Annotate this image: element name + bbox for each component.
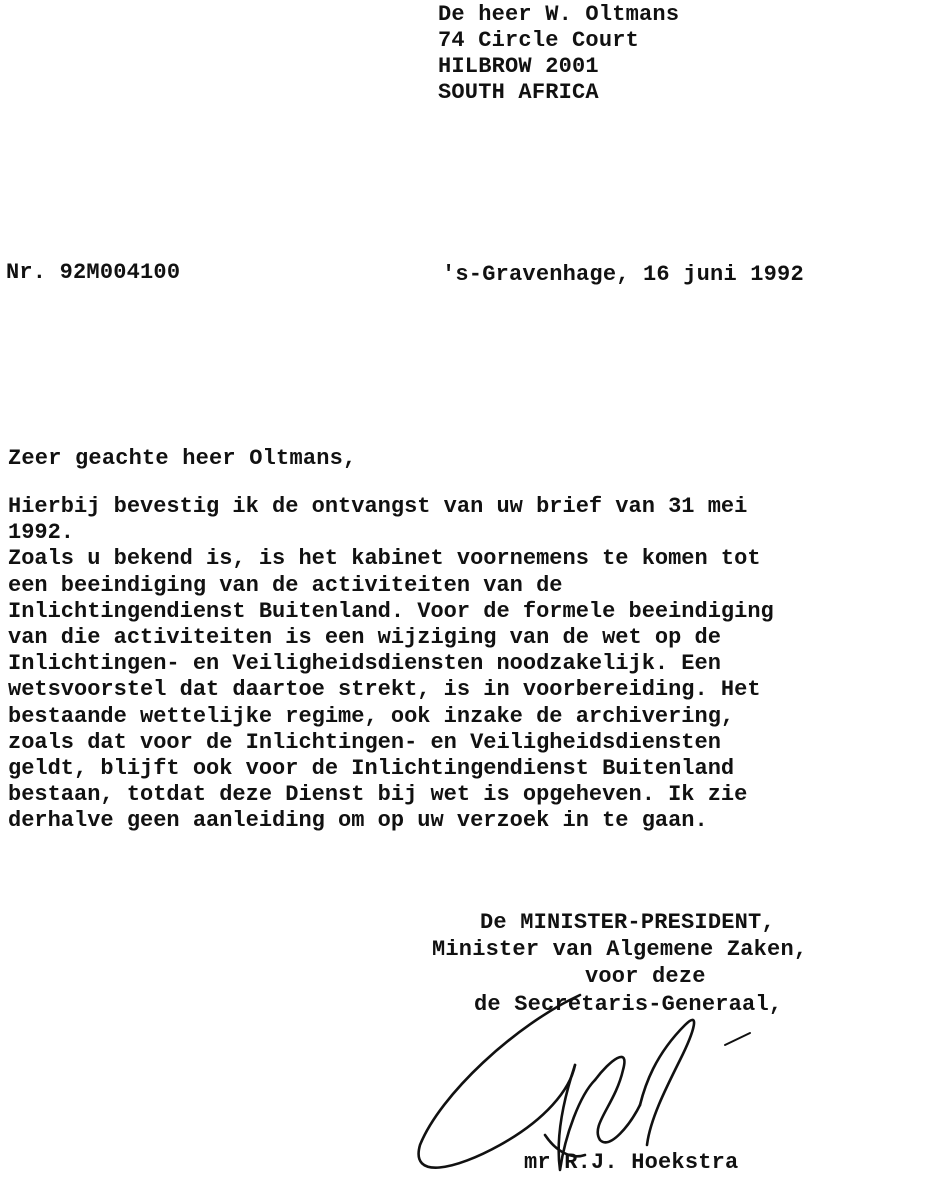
body-line: Zoals u bekend is, is het kabinet voornemens te komen tot (8, 546, 761, 572)
reference-number: Nr. 92M004100 (6, 260, 181, 285)
place-date: 's-Gravenhage, 16 juni 1992 (442, 262, 804, 287)
recipient-city: HILBROW 2001 (438, 54, 599, 79)
signatory-name: mr R.J. Hoekstra (524, 1150, 739, 1175)
body-line: Hierbij bevestig ik de ontvangst van uw brief van 31 mei (8, 494, 748, 519)
signature-secretary: de Secretaris-Generaal, (474, 992, 783, 1017)
body-line: Inlichtingen- en Veiligheidsdiensten noodzakelijk. Een (8, 651, 721, 677)
body-line: Inlichtingendienst Buitenland. Voor de formele beeindiging (8, 598, 774, 624)
body-line: geldt, blijft ook voor de Inlichtingendienst Buitenland (8, 756, 735, 782)
body-line: bestaande wettelijke regime, ook inzake de archivering, (8, 703, 735, 729)
signature-on-behalf: voor deze (585, 964, 706, 989)
body-line: wetsvoorstel dat daartoe strekt, is in voorbereiding. Het (8, 677, 761, 703)
body-line: bestaan, totdat deze Dienst bij wet is opgeheven. Ik zie (8, 782, 748, 808)
body-line: zoals dat voor de Inlichtingen- en Veiligheidsdiensten (8, 729, 721, 755)
signature-office: Minister van Algemene Zaken, (432, 937, 808, 962)
body-line: derhalve geen aanleiding om op uw verzoek in te gaan. (8, 808, 708, 834)
body-line: een beeindiging van de activiteiten van de (8, 572, 563, 598)
body-line: van die activiteiten is een wijziging van de wet op de (8, 625, 721, 651)
handwritten-signature-icon (395, 985, 795, 1195)
body-line: 1992. (8, 520, 75, 546)
letter-body (8, 494, 938, 835)
salutation: Zeer geachte heer Oltmans, (8, 446, 357, 471)
recipient-country: SOUTH AFRICA (438, 80, 599, 105)
signature-title: De MINISTER-PRESIDENT, (480, 910, 775, 935)
recipient-name: De heer W. Oltmans (438, 2, 680, 27)
recipient-street: 74 Circle Court (438, 28, 640, 53)
